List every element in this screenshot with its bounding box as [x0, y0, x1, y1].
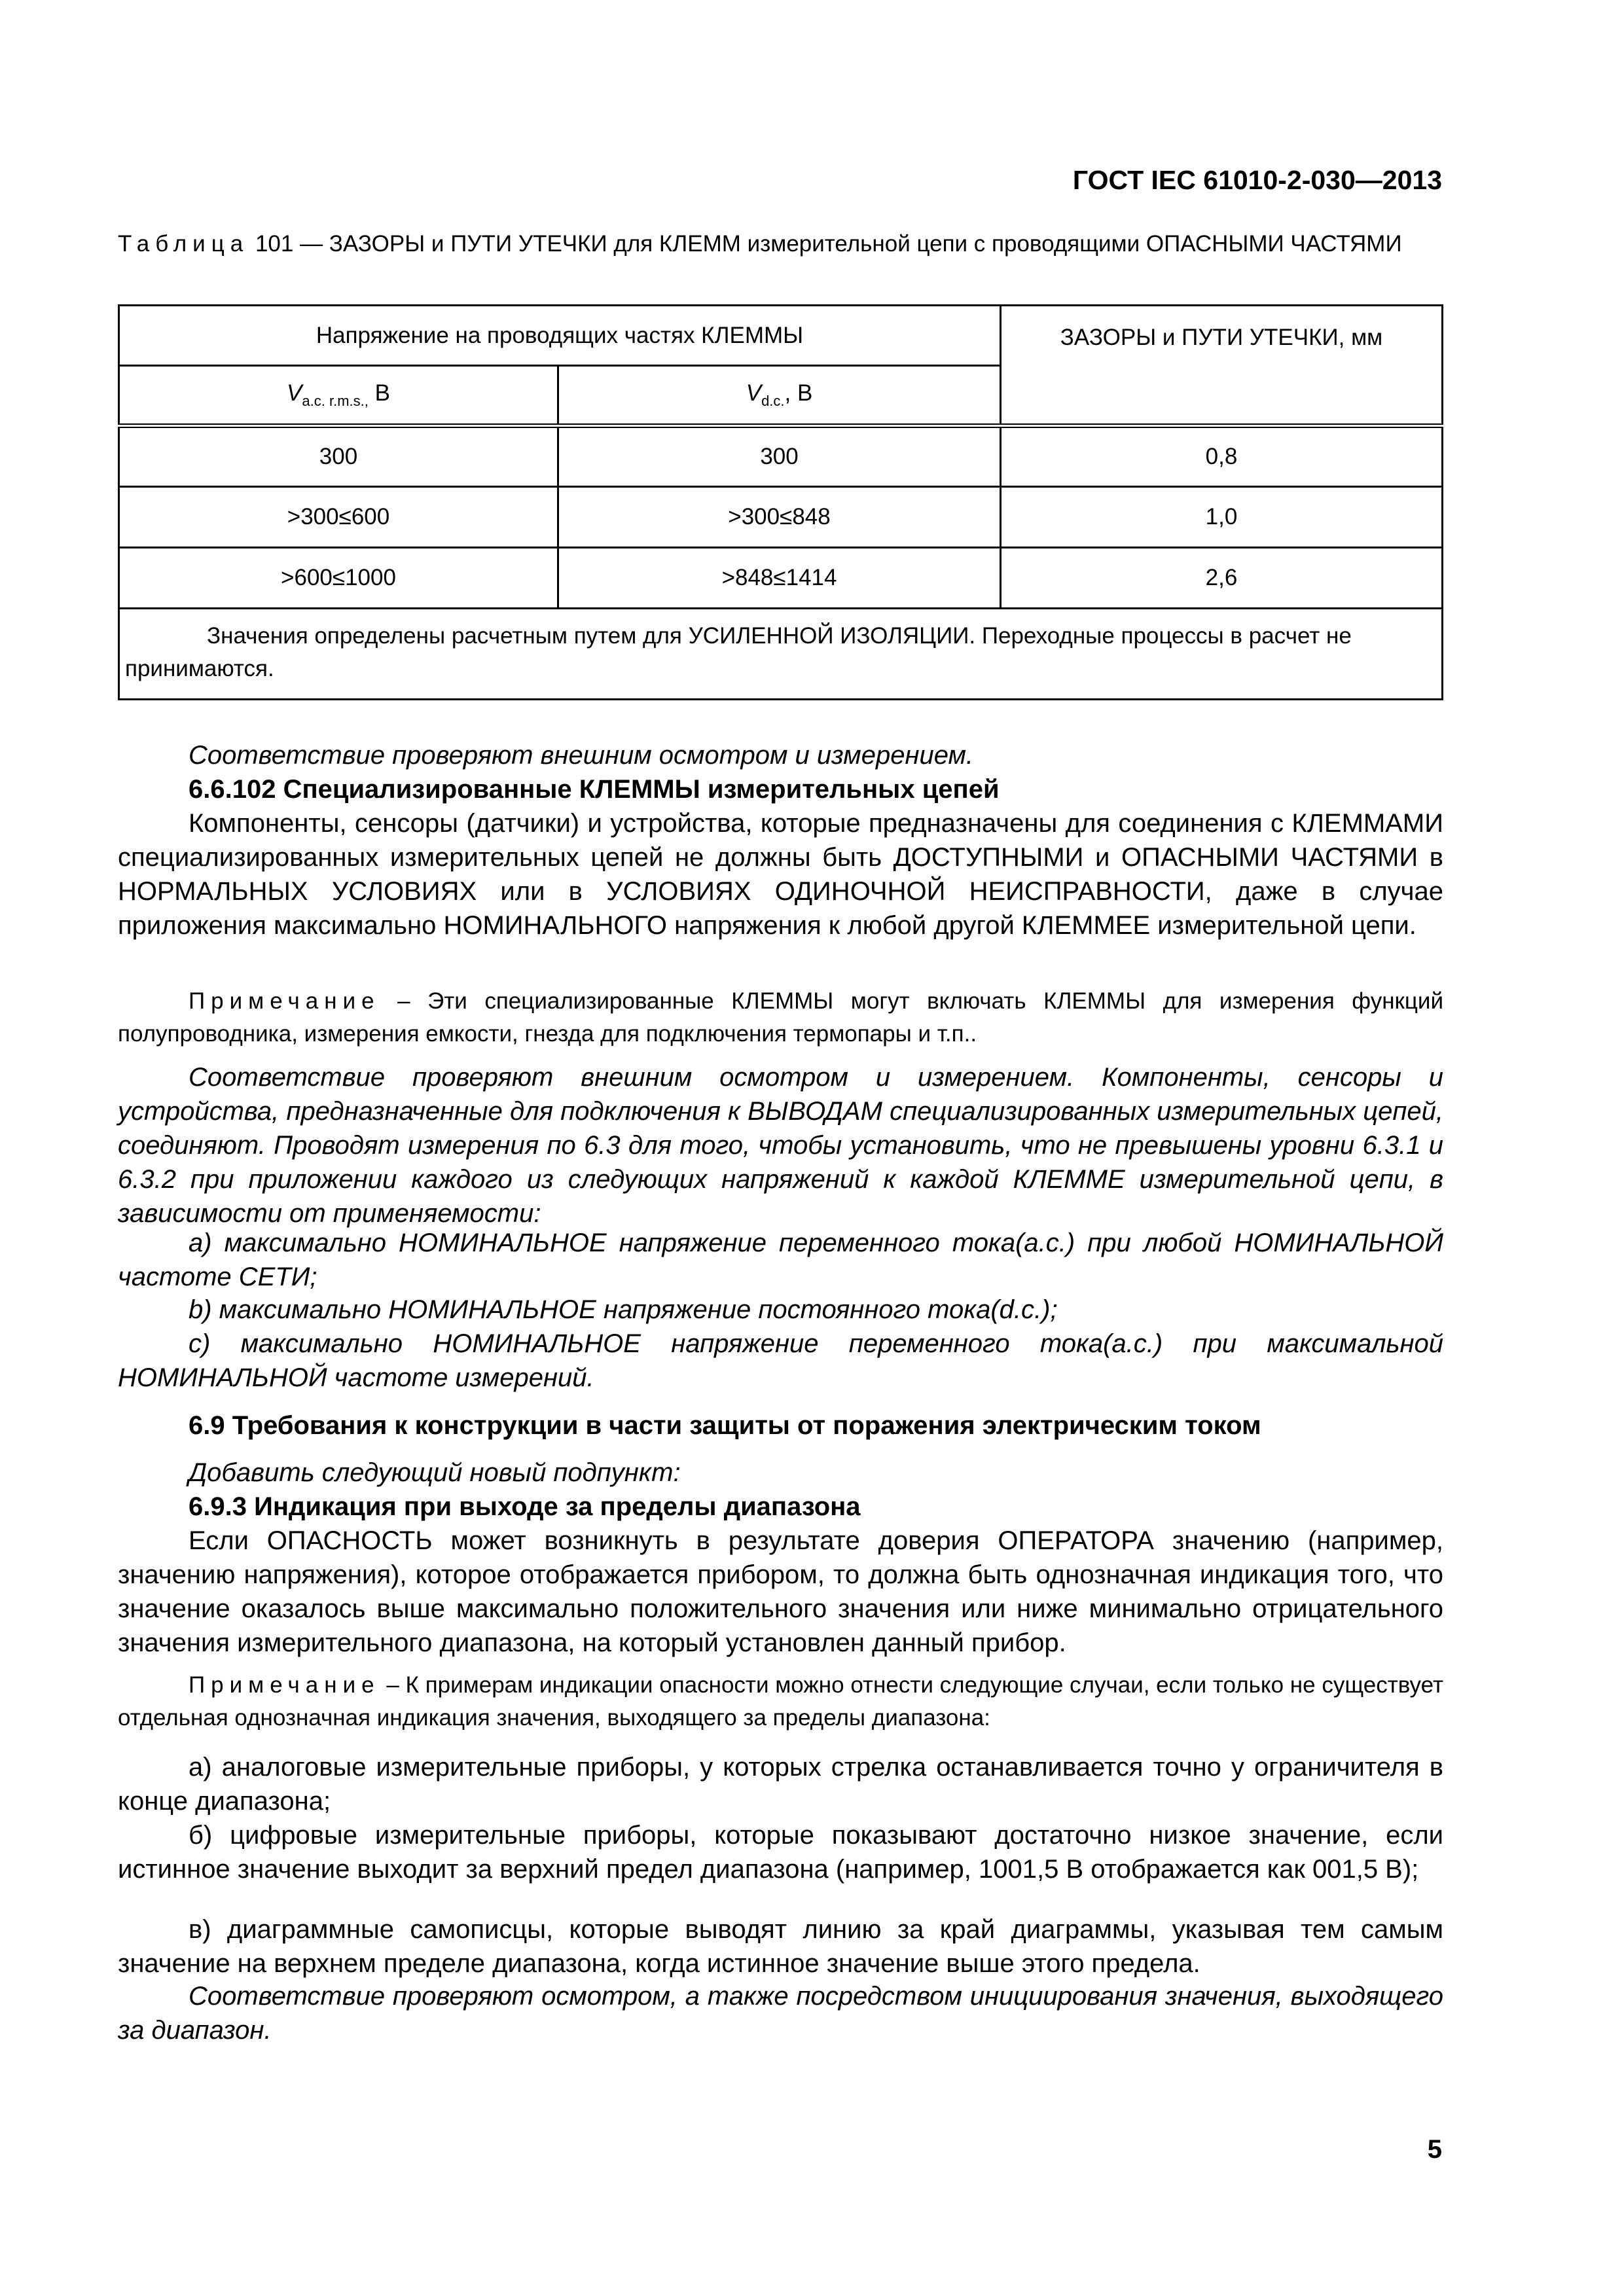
- note-text: – К примерам индикации опасности можно отнести следующие случаи, если только не существует отдельная однозначная индикация значения, выходящего за пределы диапазона:: [118, 1672, 1443, 1731]
- note-text: – Эти специализированные КЛЕММЫ могут включать КЛЕММЫ для измерения функций полупроводника, измерения емкости, гнезда для подключения термопары и т.п..: [118, 988, 1443, 1047]
- section-heading-6-9: 6.9 Требования к конструкции в части защиты от поражения электрическим током: [189, 1411, 1261, 1440]
- list-item-a: а) максимально НОМИНАЛЬНОЕ напряжение переменного тока(a.c.) при любой НОМИНАЛЬНОЙ частоте СЕТИ;: [118, 1229, 1443, 1291]
- cell-ac: >600≤1000: [119, 548, 558, 609]
- list-item-c: c) максимально НОМИНАЛЬНОЕ напряжение переменного тока(a.c.) при максимальной НОМИНАЛЬНОЙ частоте измерений.: [118, 1329, 1443, 1392]
- cell-dc: 300: [558, 426, 1001, 487]
- ac-subscript: a.c. r.m.s.,: [302, 393, 369, 409]
- compliance-text-3: Соответствие проверяют осмотром, а также посредством инициирования значения, выходящего за диапазон.: [118, 1982, 1443, 2045]
- table-caption: [118, 228, 1443, 260]
- example-a: а) аналоговые измерительные приборы, у которых стрелка останавливается точно у ограничителя в конце диапазона;: [118, 1753, 1443, 1816]
- table-row: [119, 426, 1443, 487]
- clearance-table: [118, 304, 1443, 700]
- table-note: [119, 609, 1443, 700]
- ac-unit: В: [368, 380, 390, 406]
- compliance-text-1: Соответствие проверяют внешним осмотром и измерением.: [189, 741, 974, 770]
- dc-unit: , В: [784, 380, 813, 406]
- table-caption-prefix: Таблица: [118, 231, 249, 257]
- list-item-b: b) максимально НОМИНАЛЬНОЕ напряжение постоянного тока(d.c.);: [189, 1295, 1058, 1324]
- table-row: [119, 487, 1443, 548]
- table-row: [119, 548, 1443, 609]
- section-heading-6-9-3: 6.9.3 Индикация при выходе за пределы диапазона: [189, 1492, 861, 1521]
- cell-ac: >300≤600: [119, 487, 558, 548]
- cell-dc: >848≤1414: [558, 548, 1001, 609]
- cell-dc: >300≤848: [558, 487, 1001, 548]
- header-ac-voltage: [119, 366, 558, 426]
- header-dc-voltage: [558, 366, 1001, 426]
- cell-ac: 300: [119, 426, 558, 487]
- paragraph-hazard: Если ОПАСНОСТЬ может возникнуть в результате доверия ОПЕРАТОРА значению (например, значению напряжения), которое отображается прибором, то должна быть однозначная индикация того, что значение оказалось выше максимально положительного значения или ниже минимально отрицательного значения измерительного диапазона, на который установлен данный прибор.: [118, 1526, 1443, 1657]
- cell-clearance: 1,0: [1001, 487, 1443, 548]
- ac-symbol: V: [287, 380, 302, 406]
- note-2: [118, 1669, 1443, 1734]
- dc-subscript: d.c.: [761, 393, 785, 409]
- cell-clearance: 2,6: [1001, 548, 1443, 609]
- example-b: б) цифровые измерительные приборы, которые показывают достаточно низкое значение, если истинное значение выходит за верхний предел диапазона (например, 1001,5 В отображается как 001,5 В);: [118, 1821, 1443, 1884]
- dc-symbol: V: [746, 380, 762, 406]
- example-c: в) диаграммные самописцы, которые выводят линию за край диаграммы, указывая тем самым значение на верхнем пределе диапазона, когда истинное значение выше этого предела.: [118, 1915, 1443, 1978]
- header-voltage-group: Напряжение на проводящих частях КЛЕММЫ: [119, 306, 1001, 366]
- add-subclause-text: Добавить следующий новый подпункт:: [189, 1458, 681, 1487]
- note-label: Примечание: [189, 1672, 380, 1698]
- table-note-text: Значения определены расчетным путем для УСИЛЕННОЙ ИЗОЛЯЦИИ. Переходные процессы в расчет не принимаются.: [125, 623, 1352, 681]
- header-clearance: ЗАЗОРЫ и ПУТИ УТЕЧКИ, мм: [1001, 306, 1443, 426]
- compliance-text-2: Соответствие проверяют внешним осмотром и измерением. Компоненты, сенсоры и устройства, предназначенные для подключения к ВЫВОДАМ специализированных измерительных цепей, соединяют. Проводят измерения по 6.3 для того, чтобы установить, что не превышены уровни 6.3.1 и 6.3.2 при приложении каждого из следующих напряжений к каждой КЛЕММЕ измерительной цепи, в зависимости от применяемости:: [118, 1063, 1443, 1228]
- paragraph-components: Компоненты, сенсоры (датчики) и устройства, которые предназначены для соединения с КЛЕММАМИ специализированных измерительных цепей не должны быть ДОСТУПНЫМИ и ОПАСНЫМИ ЧАСТЯМИ в НОРМАЛЬНЫХ УСЛОВИЯХ или в УСЛОВИЯХ ОДИНОЧНОЙ НЕИСПРАВНОСТИ, даже в случае приложения максимально НОМИНАЛЬНОГО напряжения к любой другой КЛЕММЕЕ измерительной цепи.: [118, 809, 1443, 940]
- table-caption-text: 101 — ЗАЗОРЫ и ПУТИ УТЕЧКИ для КЛЕММ измерительной цепи с проводящими ОПАСНЫМИ ЧАСТЯМИ: [249, 231, 1402, 257]
- cell-clearance: 0,8: [1001, 426, 1443, 487]
- note-1: [118, 985, 1443, 1050]
- section-heading-6-6-102: 6.6.102 Специализированные КЛЕММЫ измерительных цепей: [189, 775, 1000, 804]
- note-label: Примечание: [189, 988, 380, 1014]
- page-number: 5: [1427, 2135, 1442, 2164]
- document-code: ГОСТ IEC 61010-2-030—2013: [1072, 165, 1442, 195]
